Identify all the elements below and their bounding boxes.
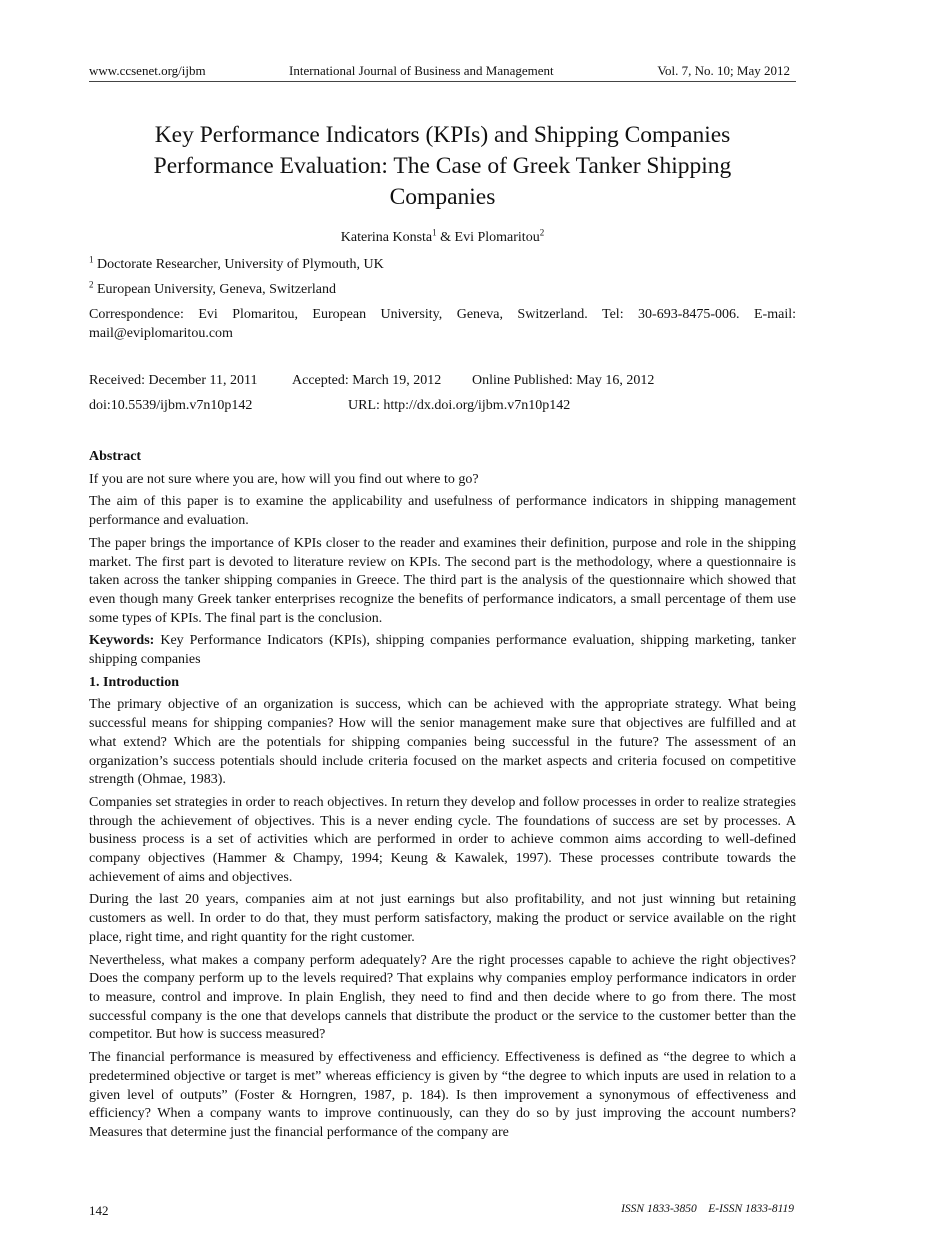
received-date: Received: December 11, 2011 <box>89 373 258 388</box>
intro-paragraph: Nevertheless, what makes a company perform adequately? Are the right processes capable to achieve the right objectives? Does the company perform up to the levels required? That explains why companies employ performance indicators in order to measure, control and improve. In plain English, they need to find and then decide where to go from there. The most successful company is the one that develops cannels that distribute the product or the service to the customer better than the competitor. But how is success measured? <box>89 952 796 1043</box>
abstract-paragraph: The aim of this paper is to examine the applicability and usefulness of performance indicators in shipping management performance and evaluation. <box>89 494 796 529</box>
title-line-3: Companies <box>389 184 496 210</box>
abstract-heading: Abstract <box>89 449 142 464</box>
introduction-heading: 1. Introduction <box>89 674 179 690</box>
accepted-date: Accepted: March 19, 2012 <box>292 373 442 388</box>
affiliation-2 <box>89 280 796 299</box>
doi[interactable]: doi:10.5539/ijbm.v7n10p142 <box>89 398 253 413</box>
affiliation-1-text: Doctorate Researcher, University of Plymouth, UK <box>97 257 384 272</box>
body-text <box>89 448 796 1147</box>
affiliation-2-mark: 2 <box>89 279 94 290</box>
intro-paragraph: The financial performance is measured by effectiveness and efficiency. Effectiveness is defined as “the degree to which a predetermined objective or target is met” whereas efficiency is given by “the degree to which inputs are used in relation to a given level of outputs” (Foster & Horngren, 1987, p. 184). Is then improvement a synonymous of effectiveness and efficiency? When a company wants to improve continuously, can they do so by just improving the account numbers? Measures that determine just the financial performance of the company are <box>89 1050 796 1140</box>
intro-paragraph: Companies set strategies in order to reach objectives. In return they develop and follow processes in order to realize strategies through the achievement of objectives. This is a never ending cycle. The foundations of success are set by processes. A business process is a set of activities which are performed in order to achieve common aims according to well-defined company objectives (Hammer & Champy, 1994; Keung & Kawalek, 1997). These processes contribute towards the achievement of aims and objectives. <box>89 794 796 885</box>
intro-paragraph: The primary objective of an organization is success, which can be achieved with the appropriate strategy. What being successful means for shipping companies? How will the senior management make sure that objectives are fulfilled and at what extend? Which are the potentials for shipping companies being successful in the future? The assessment of an organization’s success potentials should include criteria focused on the market aspects and criteria focused on competitive strength (Ohmae, 1983). <box>89 697 796 788</box>
affiliation-1-mark: 1 <box>89 254 94 265</box>
author-separator: & <box>436 230 455 245</box>
running-header <box>89 63 796 82</box>
doi-url[interactable]: URL: http://dx.doi.org/ijbm.v7n10p142 <box>348 398 571 413</box>
affiliation-2-text: European University, Geneva, Switzerland <box>97 282 336 297</box>
keywords-text: Key Performance Indicators (KPIs), shipping companies performance evaluation, shipping marketing, tanker shipping companies <box>89 633 796 668</box>
author-2: Evi Plomaritou <box>454 230 540 245</box>
abstract-paragraph: The paper brings the importance of KPIs closer to the reader and examines their definition, purpose and role in the shipping market. The first part is devoted to literature review on KPIs. The second part is the methodology, where a questionnaire is taken across the tanker shipping companies in Greece. The third part is the analysis of the questionnaire which showed that even though many Greek tanker enterprises recognize the benefits of performance indicators, a small percentage of them use some types of KPIs. The final part is the conclusion. <box>89 535 796 626</box>
affiliation-1 <box>89 255 796 274</box>
published-date: Online Published: May 16, 2012 <box>472 373 655 388</box>
title-line-2: Performance Evaluation: The Case of Greek Tanker Shipping <box>153 153 732 179</box>
page-footer <box>89 1203 796 1221</box>
intro-paragraph: During the last 20 years, companies aim at not just earnings but also profitability, and not just winning but retaining customers as well. In order to do that, they must perform satisfactory, making the product or service available on the right place, right time, and right quantity for the right customer. <box>89 892 796 945</box>
correspondence: Correspondence: Evi Plomaritou, European University, Geneva, Switzerland. Tel: 30-693-8475-006. E-mail: mail@eviplomaritou.com <box>89 307 796 341</box>
author-2-affiliation-mark: 2 <box>539 227 545 238</box>
paper-title <box>89 120 796 213</box>
author-1: Katerina Konsta <box>340 230 433 245</box>
journal-name: International Journal of Business and Management <box>289 63 554 78</box>
author-list <box>89 227 796 246</box>
issn: ISSN 1833-3850 E-ISSN 1833-8119 <box>621 1203 794 1215</box>
volume-info: Vol. 7, No. 10; May 2012 <box>657 63 790 78</box>
journal-url[interactable]: www.ccsenet.org/ijbm <box>89 63 206 78</box>
abstract-paragraph: If you are not sure where you are, how will you find out where to go? <box>89 471 479 487</box>
keywords <box>89 632 796 669</box>
keywords-label: Keywords: <box>89 633 155 649</box>
author-1-affiliation-mark: 1 <box>432 227 437 238</box>
page-number: 142 <box>89 1203 109 1218</box>
title-line-1: Key Performance Indicators (KPIs) and Shipping Companies <box>154 122 731 148</box>
